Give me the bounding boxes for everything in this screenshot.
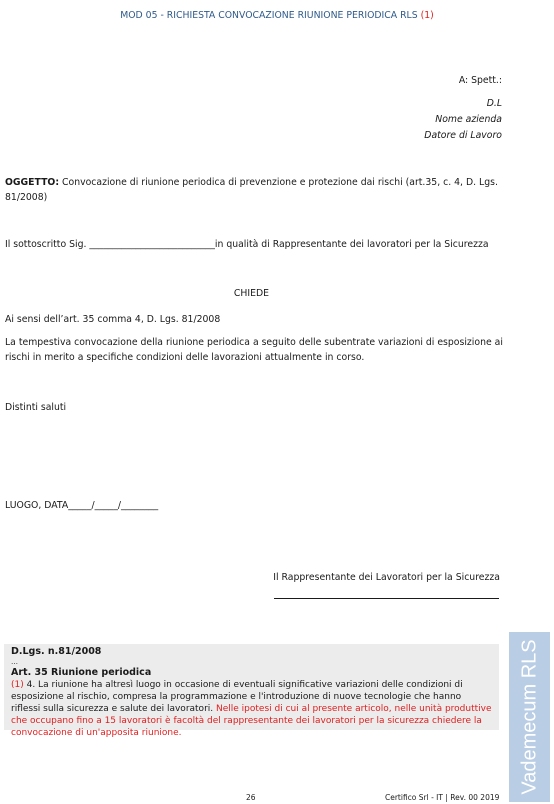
place-date: LUOGO, DATA_____/_____/________ [5,500,159,511]
page-number: 26 [246,793,256,802]
signature-label: Il Rappresentante dei Lavoratori per la Sicurezza [273,572,500,583]
request-body: La tempestiva convocazione della riunione periodica a seguito delle subentrate variazioni di esposizione ai rischi in merito a specifiche condizioni delle lavorazioni attualmente in corso. [5,337,503,363]
recipient-line2: Nome azienda [435,114,502,125]
undersigned-line: Il sottoscritto Sig. ___________________________in qualità di Rappresentante dei lavoratori per la Sicurezza [5,239,489,250]
note-article: Art. 35 Riunione periodica [11,667,152,678]
note-ellipsis: … [11,658,18,666]
title-text: MOD 05 - RICHIESTA CONVOCAZIONE RIUNIONE PERIODICA RLS [120,10,418,21]
note-law: D.Lgs. n.81/2008 [11,646,102,657]
requests-heading: CHIEDE [233,288,270,299]
signature-line [274,598,499,599]
subject-text: Convocazione di riunione periodica di prevenzione e protezione dai rischi (art.35, c. 4, D. Lgs. 81/2008) [5,177,498,203]
footer-company: Certifico Srl - IT | Rev. 00 2019 [385,793,500,802]
recipient-line1: D.L [486,98,502,109]
note-text-black: 4. La riunione ha altresì luogo in occasione di eventuali significative variazioni delle condizioni di esposizione al rischio, compresa la programmazione e l'introduzione di nuove tecnologie che hanno riflessi sulla sicurezza e salute dei lavoratori. [11,680,463,714]
legal-note-box [4,644,499,738]
side-banner [509,632,550,802]
subject [5,175,503,205]
recipient-address [424,96,502,144]
document-title [0,10,554,21]
note-ref: (1) [11,680,24,690]
note-text [11,679,492,739]
recipient-block [459,73,502,89]
recipient-to: A: Spett.: [458,75,502,86]
legal-basis: Ai sensi dell’art. 35 comma 4, D. Lgs. 81/2008 [5,314,221,325]
recipient-line3: Datore di Lavoro [424,130,502,141]
side-banner-label: Vademecum RLS [518,639,540,795]
note-text-red: Nelle ipotesi di cui al presente articolo, nelle unità produttive che occupano fino a 15 lavoratori è facoltà del rappresentante dei lavoratori per la sicurezza chiedere la convocazione di un'apposita riunione. [11,704,492,738]
title-ref: (1) [420,10,434,21]
closing: Distinti saluti [5,402,67,413]
subject-label: OGGETTO: [5,177,60,188]
